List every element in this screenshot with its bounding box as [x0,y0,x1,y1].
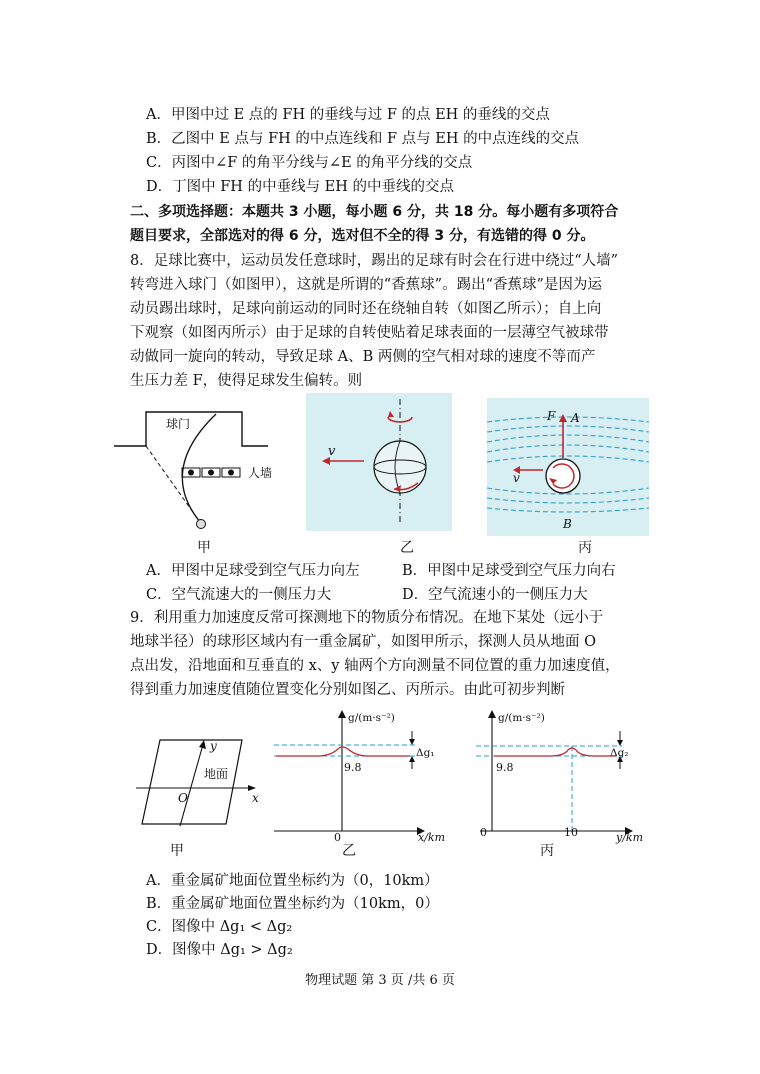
velocity-label: v [513,471,520,485]
svg-text:9.8: 9.8 [344,761,362,774]
section2-heading-line1: 二、多项选择题：本题共 3 小题，每小题 6 分，共 18 分。每小题有多项符合 [130,204,619,220]
q9-line1: 9．利用重力加速度反常可探测地下的物质分布情况。在地下某处（远小于 [130,610,604,626]
force-label: F [547,409,556,423]
svg-text:0: 0 [480,826,487,839]
q9-option-b: B．重金属矿地面位置坐标约为（10km，0） [146,896,439,912]
q9-option-c: C．图像中 Δg₁ < Δg₂ [146,919,293,935]
human-wall [182,468,240,477]
q8-caption-bing: 丙 [578,540,592,556]
q7-option-c: C．丙图中∠F 的角平分线与∠E 的角平分线的交点 [146,155,473,171]
svg-text:Δg₁: Δg₁ [416,747,435,759]
q8-line3: 动员踢出球时，足球向前运动的同时还在绕轴自转（如图乙所示）；自上向 [130,301,602,317]
q8-line5: 动做同一旋向的转动，导致足球 A、B 两侧的空气相对球的速度不等而产 [130,349,596,365]
q8-option-c: C．空气流速大的一侧压力大 [146,587,332,603]
q8-option-b: B．甲图中足球受到空气压力向右 [402,563,616,579]
q8-caption-jia: 甲 [197,540,211,556]
svg-text:0: 0 [334,831,341,844]
velocity-label: v [328,444,336,459]
q8-figure-bing [487,398,649,536]
q7-option-a: A．甲图中过 E 点的 FH 的垂线与过 F 的点 EH 的垂线的交点 [146,107,550,123]
q8-line6: 生压力差 F，使得足球发生偏转。则 [130,373,363,389]
q9-figure-jia [130,730,265,830]
q9-caption-bing: 丙 [540,843,554,859]
q9-line3: 点出发，沿地面和互垂直的 x、y 轴两个方向测量不同位置的重力加速度值， [130,658,620,674]
svg-text:9.8: 9.8 [496,761,514,774]
q8-line1: 8．足球比赛中，运动员发任意球时，踢出的足球有时会在行进中绕过“人墙” [130,253,619,269]
ball [197,520,206,529]
q9-option-a: A．重金属矿地面位置坐标约为（0，10km） [146,873,439,889]
svg-text:10: 10 [564,826,578,839]
q9-caption-yi: 乙 [342,843,356,859]
q8-figure-yi [306,393,452,531]
straight-path [146,446,200,522]
wall-label: 人墙 [248,466,273,480]
q9-option-d: D．图像中 Δg₁ > Δg₂ [146,942,293,958]
q9-figure-bing [470,705,654,847]
q8-option-a: A．甲图中足球受到空气压力向左 [146,563,360,579]
q8-caption-yi: 乙 [400,540,414,556]
goal-label: 球门 [166,417,191,431]
section2-heading-line2: 题目要求，全部选对的得 6 分，选对但不全的得 3 分，有选错的得 0 分。 [130,228,595,244]
svg-text:地面: 地面 [204,767,229,781]
q9-caption-jia: 甲 [170,843,184,859]
svg-text:y: y [210,739,217,753]
q9-line2: 地球半径）的球形区域内有一重金属矿，如图甲所示，探测人员从地面 O [130,634,596,650]
svg-text:x/km: x/km [418,831,446,844]
svg-text:Δg₂: Δg₂ [610,747,629,759]
point-b-label: B [563,517,572,531]
q8-figure-jia [108,400,298,536]
svg-text:y/km: y/km [616,831,644,844]
q9-line4: 得到重力加速度值随位置变化分别如图乙、丙所示。由此可初步判断 [130,682,565,698]
q8-line4: 下观察（如图丙所示）由于足球的自转使贴着足球表面的一层薄空气被球带 [130,325,609,341]
svg-text:g/(m·s⁻²): g/(m·s⁻²) [348,712,395,724]
q8-option-d: D．空气流速小的一侧压力大 [402,587,588,603]
q9-figure-yi [268,705,452,847]
svg-text:O: O [178,791,188,805]
point-a-label: A [571,411,580,425]
svg-text:x: x [252,791,259,805]
q7-option-b: B．乙图中 E 点与 FH 的中点连线和 F 点与 EH 的中点连线的交点 [146,131,580,147]
q7-option-d: D．丁图中 FH 的中垂线与 EH 的中垂线的交点 [146,179,455,195]
page-footer: 物理试题 第 3 页 /共 6 页 [305,973,455,988]
svg-text:g/(m·s⁻²): g/(m·s⁻²) [498,712,545,724]
q8-line2: 转弯进入球门（如图甲），这就是所谓的“香蕉球”。踢出“香蕉球”是因为运 [130,277,602,293]
